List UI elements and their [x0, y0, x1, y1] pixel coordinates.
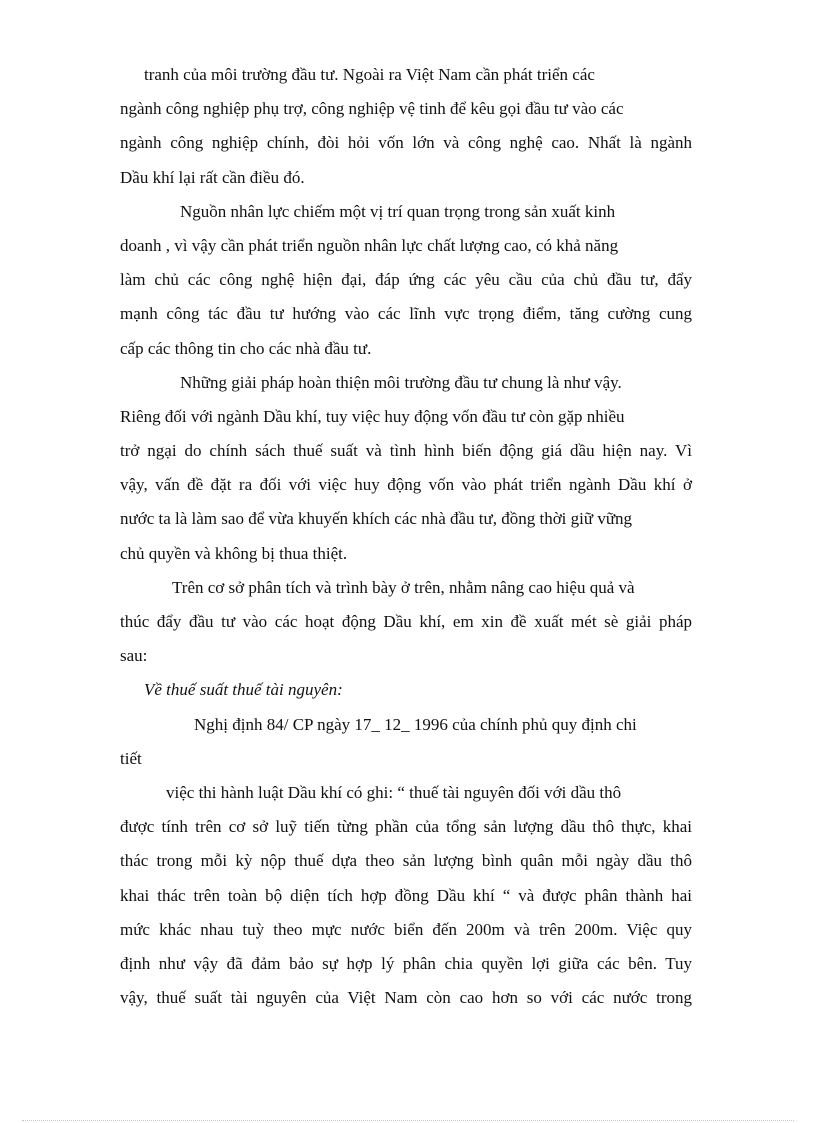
text-line: doanh , vì vậy cần phát triển nguồn nhân lực chất lượng cao, có khả năng [120, 235, 619, 255]
text-line: ngành công nghiệp phụ trợ, công nghiệp vệ tinh để kêu gọi đầu tư vào các [120, 99, 624, 119]
text-line: nước ta là làm sao để vừa khuyến khích các nhà đầu tư, đồng thời giữ vững [120, 509, 633, 529]
text-line: định như vậy đã đảm bảo sự hợp lý phân chia quyền lợi giữa các bên. Tuy [120, 953, 692, 973]
section-heading-line: Về thuế suất thuế tài nguyên: [144, 680, 343, 700]
text-line: việc thi hành luật Dầu khí có ghi: “ thuế tài nguyên đối với dầu thô [166, 782, 622, 802]
text-line: Riêng đối với ngành Dầu khí, tuy việc huy động vốn đầu tư còn gặp nhiều [120, 406, 625, 426]
text-line: Nghị định 84/ CP ngày 17_ 12_ 1996 của chính phủ quy định chi [194, 714, 637, 734]
text-line: cấp các thông tin cho các nhà đầu tư. [120, 338, 372, 358]
text-line: mức khác nhau tuỳ theo mực nước biển đến 200m và trên 200m. Việc quy [120, 919, 692, 939]
text-line: Nguồn nhân lực chiếm một vị trí quan trọng trong sản xuất kinh [180, 201, 616, 221]
page-bottom-dotted-rule [22, 1120, 794, 1121]
text-line: khai thác trên toàn bộ diện tích hợp đồng Dầu khí “ và được phân thành hai [120, 885, 692, 905]
text-line: thúc đẩy đầu tư vào các hoạt động Dầu khí, em xin đề xuất mét sè giải pháp [120, 612, 692, 631]
text-line: chủ quyền và không bị thua thiệt. [120, 543, 348, 563]
text-line: làm chủ các công nghệ hiện đại, đáp ứng các yêu cầu của chủ đầu tư, đẩy [120, 270, 692, 290]
text-line: ngành công nghiệp chính, đòi hỏi vốn lớn và công nghệ cao. Nhất là ngành [120, 133, 692, 153]
text-line: tranh của môi trường đầu tư. Ngoài ra Việt Nam cần phát triển các [144, 65, 595, 84]
text-line: được tính trên cơ sở luỹ tiến từng phần của tổng sản lượng dầu thô thực, khai [120, 817, 692, 837]
text-line: Những giải pháp hoàn thiện môi trường đầu tư chung là như vậy. [180, 372, 622, 392]
text-line: sau: [120, 646, 148, 666]
text-line: thác trong mỗi kỳ nộp thuế dựa theo sản lượng bình quân mỗi ngày dầu thô [120, 851, 692, 871]
text-line: Trên cơ sở phân tích và trình bày ở trên, nhằm nâng cao hiệu quả và [172, 577, 635, 597]
document-body [120, 58, 692, 1015]
text-line: trở ngại do chính sách thuế suất và tình hình biến động giá dầu hiện nay. Vì [120, 441, 692, 461]
text-line: vậy, vấn đề đặt ra đối với việc huy động vốn vào phát triển ngành Dầu khí ở [120, 475, 692, 495]
text-line: Dầu khí lại rất cần điều đó. [120, 167, 305, 187]
text-line: tiết [120, 748, 142, 768]
text-line: mạnh công tác đầu tư hướng vào các lĩnh vực trọng điểm, tăng cường cung [120, 304, 692, 324]
text-line: vậy, thuế suất tài nguyên của Việt Nam còn cao hơn so với các nước trong [120, 988, 692, 1008]
